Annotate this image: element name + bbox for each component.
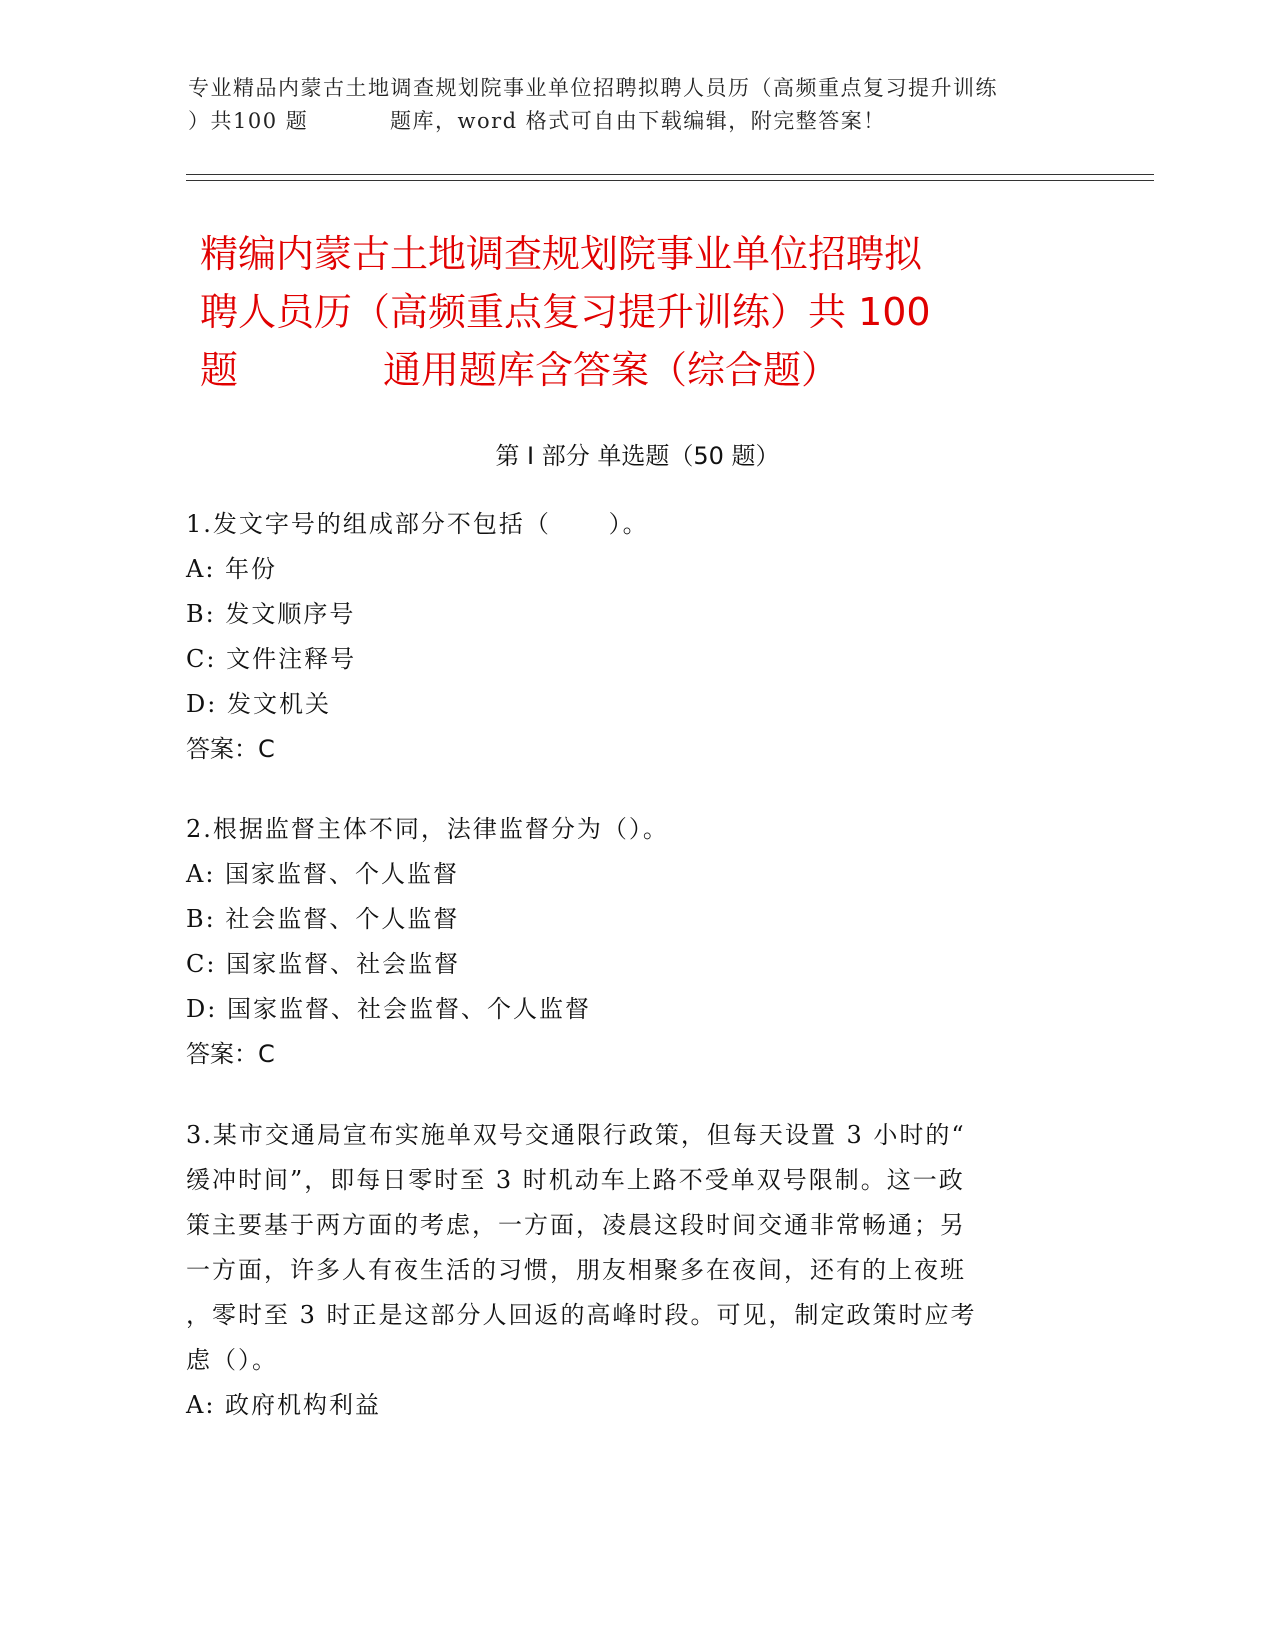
title-line: 聘人员历（高频重点复习提升训练）共 100 (200, 290, 931, 334)
option-d: D: 国家监督、社会监督、个人监督 (186, 995, 591, 1023)
question-1 (186, 502, 1066, 772)
question-stem: 策主要基于两方面的考虑，一方面，凌晨这段时间交通非常畅通；另 (186, 1211, 966, 1239)
header-divider (186, 180, 1154, 181)
question-stem: 1.发文字号的组成部分不包括（ ）。 (186, 510, 649, 538)
answer: 答案：C (186, 1040, 275, 1068)
page-header (188, 72, 1088, 138)
question-stem: ，零时至 3 时正是这部分人回返的高峰时段。可见，制定政策时应考 (186, 1301, 977, 1329)
option-b: B: 社会监督、个人监督 (186, 905, 460, 933)
question-stem: 3.某市交通局宣布实施单双号交通限行政策，但每天设置 3 小时的“ (186, 1121, 966, 1149)
question-stem: 一方面，许多人有夜生活的习惯，朋友相聚多在夜间，还有的上夜班 (186, 1256, 966, 1284)
header-line: 专业精品内蒙古土地调查规划院事业单位招聘拟聘人员历（高频重点复习提升训练 (188, 76, 998, 100)
option-b: B: 发文顺序号 (186, 600, 356, 628)
document-title (200, 225, 1100, 399)
option-a: A: 国家监督、个人监督 (186, 860, 460, 888)
question-3 (186, 1113, 1066, 1428)
option-a: A: 年份 (186, 555, 278, 583)
header-line: ）共100 题 题库，word 格式可自由下载编辑，附完整答案！ (188, 109, 886, 133)
title-line: 精编内蒙古土地调查规划院事业单位招聘拟 (200, 232, 923, 276)
option-d: D: 发文机关 (186, 690, 331, 718)
title-line: 题 通用题库含答案（综合题） (200, 348, 839, 392)
section-heading: 第 I 部分 单选题（50 题） (495, 442, 780, 470)
option-a: A: 政府机构利益 (186, 1391, 382, 1419)
question-stem: 缓冲时间”，即每日零时至 3 时机动车上路不受单双号限制。这一政 (186, 1166, 965, 1194)
question-stem: 虑（）。 (186, 1346, 278, 1374)
option-c: C: 文件注释号 (186, 645, 357, 673)
answer: 答案：C (186, 735, 275, 763)
question-stem: 2.根据监督主体不同，法律监督分为（）。 (186, 815, 669, 843)
option-c: C: 国家监督、社会监督 (186, 950, 461, 978)
header-divider (186, 174, 1154, 175)
question-2 (186, 807, 1066, 1077)
